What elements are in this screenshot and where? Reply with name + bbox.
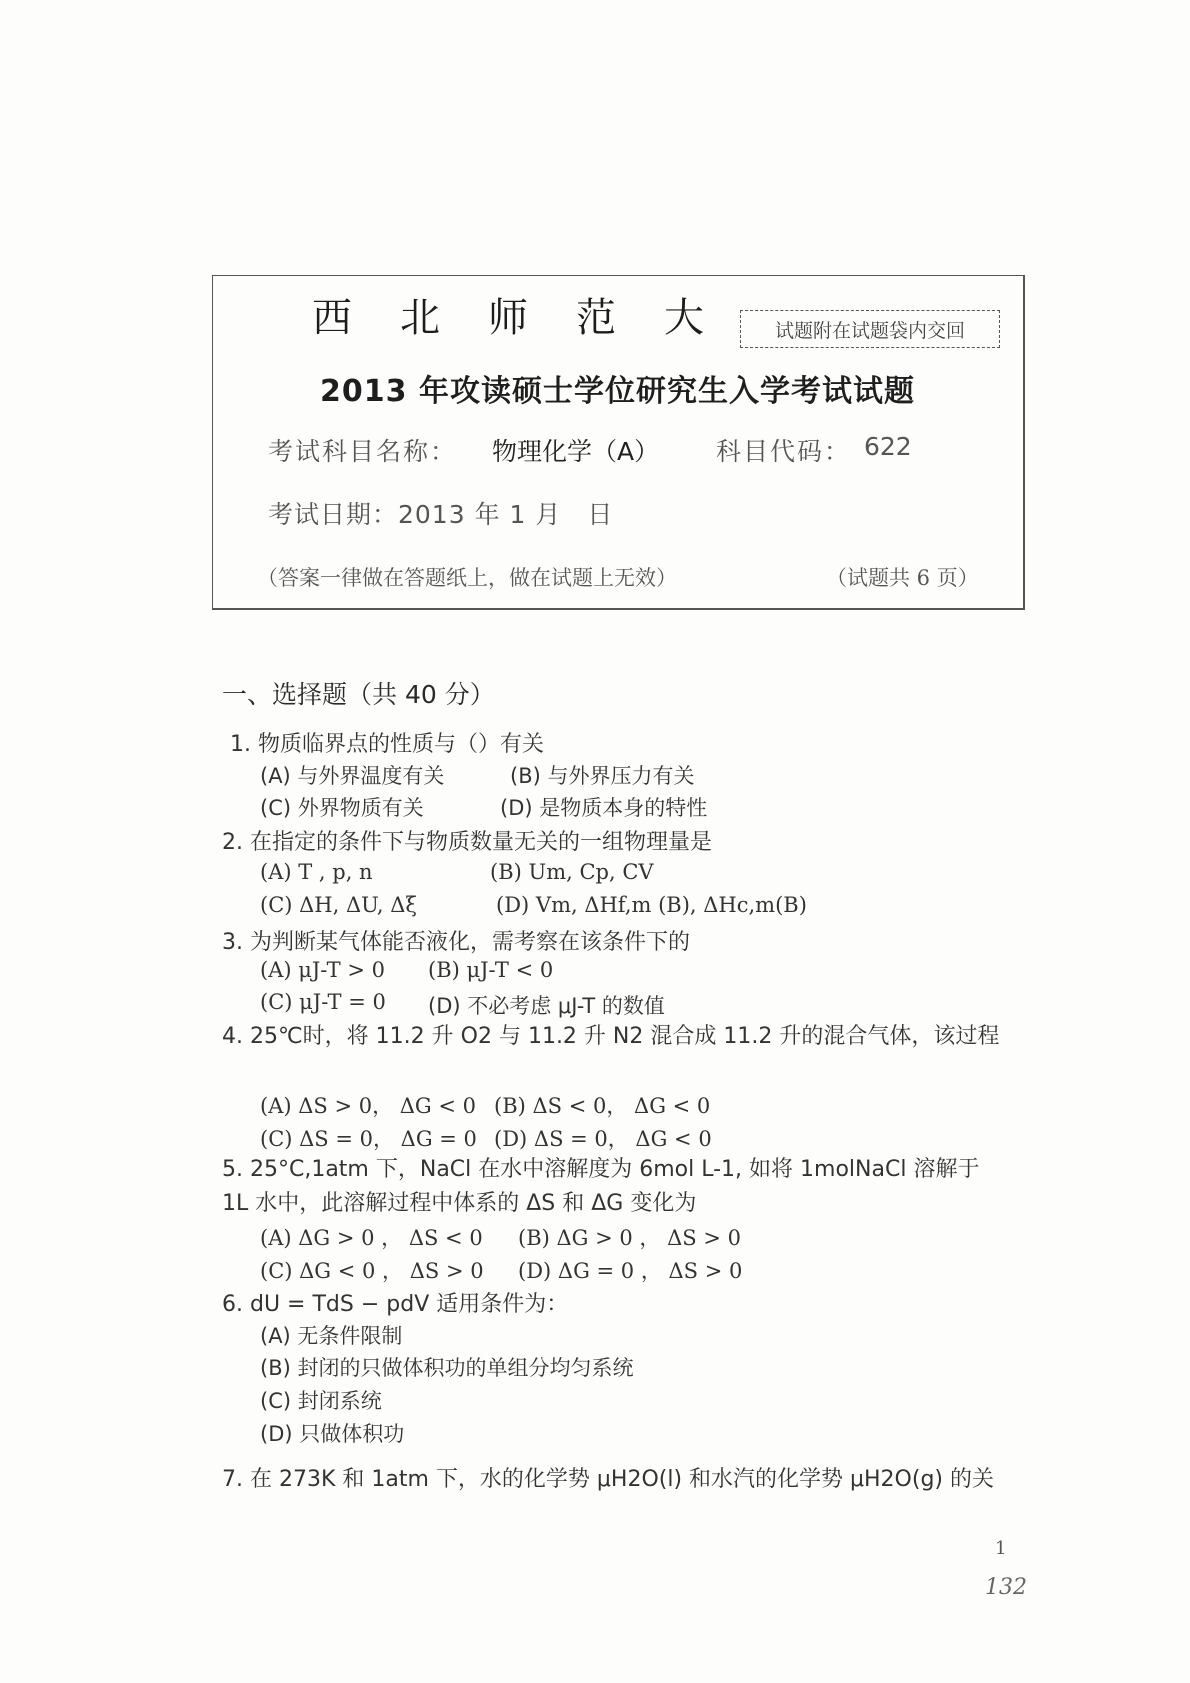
question-4-option-b: (B) ΔS < 0， ΔG < 0: [494, 1094, 711, 1118]
question-6-option-a: (A) 无条件限制: [260, 1324, 403, 1348]
subject-code-label: 科目代码：: [716, 437, 852, 466]
question-3-option-c: (C) μJ-T = 0: [260, 990, 386, 1014]
question-2-option-c: (C) ΔH, ΔU, Δξ: [260, 893, 417, 917]
subject-label: 考试科目名称：: [268, 437, 458, 466]
answer-note: （答案一律做在答题纸上，做在试题上无效）: [257, 566, 677, 590]
question-4-option-a: (A) ΔS > 0， ΔG < 0: [260, 1094, 477, 1118]
question-4-option-d: (D) ΔS = 0， ΔG < 0: [494, 1127, 712, 1151]
question-1-option-d: (D) 是物质本身的特性: [500, 796, 708, 820]
question-5-option-c: (C) ΔG < 0 ， ΔS > 0: [260, 1259, 484, 1283]
question-7-stem: 7. 在 273K 和 1atm 下，水的化学势 μH2O(l) 和水汽的化学势 μH2O(g) 的关: [222, 1467, 994, 1492]
question-3-option-d: (D) 不必考虑 μJ-T 的数值: [428, 994, 665, 1018]
exam-title: 2013 年攻读硕士学位研究生入学考试试题: [320, 374, 915, 409]
question-3-option-b: (B) μJ-T < 0: [428, 958, 554, 982]
question-1-option-b: (B) 与外界压力有关: [510, 764, 695, 788]
question-6-stem: 6. dU = TdS − pdV 适用条件为：: [222, 1292, 569, 1317]
question-1-option-a: (A) 与外界温度有关: [260, 764, 445, 788]
question-6-option-d: (D) 只做体积功: [260, 1422, 405, 1446]
question-4-option-c: (C) ΔS = 0， ΔG = 0: [260, 1127, 477, 1151]
question-6-option-b: (B) 封闭的只做体积功的单组分均匀系统: [260, 1356, 634, 1380]
question-1-option-c: (C) 外界物质有关: [260, 796, 424, 820]
university-name: 西北师范大: [312, 295, 752, 341]
subject-name: 物理化学（A）: [492, 437, 660, 466]
question-5-option-d: (D) ΔG = 0 ， ΔS > 0: [518, 1259, 743, 1283]
question-2-option-d: (D) Vm, ΔHf,m (B), ΔHc,m(B): [496, 893, 807, 917]
section-title: 一、选择题（共 40 分）: [222, 680, 495, 709]
page-number: 1: [995, 1538, 1007, 1559]
question-3-option-a: (A) μJ-T > 0: [260, 958, 385, 982]
question-2-option-a: (A) T , p, n: [260, 860, 373, 884]
page-count: （试题共 6 页）: [826, 566, 979, 590]
question-5-option-b: (B) ΔG > 0 ， ΔS > 0: [518, 1226, 741, 1250]
question-5-option-a: (A) ΔG > 0 ， ΔS < 0: [260, 1226, 483, 1250]
subject-code-value: 622: [864, 432, 912, 461]
question-2-option-b: (B) Um, Cp, CV: [490, 860, 654, 884]
question-1-stem: 1. 物质临界点的性质与（）有关: [230, 732, 544, 757]
question-5-stem: 5. 25°C,1atm 下，NaCl 在水中溶解度为 6mol L-1, 如将 1molNaCl 溶解于 1L 水中，此溶解过程中体系的 ΔS 和 ΔG 变化为: [222, 1157, 980, 1216]
submission-stamp: 试题附在试题袋内交回: [740, 310, 1000, 348]
exam-date: 考试日期：2013 年 1 月 日: [268, 500, 614, 529]
question-4-stem: 4. 25℃时，将 11.2 升 O2 与 11.2 升 N2 混合成 11.2 升的混合气体，该过程: [222, 1024, 1000, 1049]
question-6-option-c: (C) 封闭系统: [260, 1389, 382, 1413]
question-3-stem: 3. 为判断某气体能否液化，需考察在该条件下的: [222, 930, 690, 955]
handwritten-page-mark: 132: [985, 1575, 1027, 1600]
question-2-stem: 2. 在指定的条件下与物质数量无关的一组物理量是: [222, 830, 712, 855]
